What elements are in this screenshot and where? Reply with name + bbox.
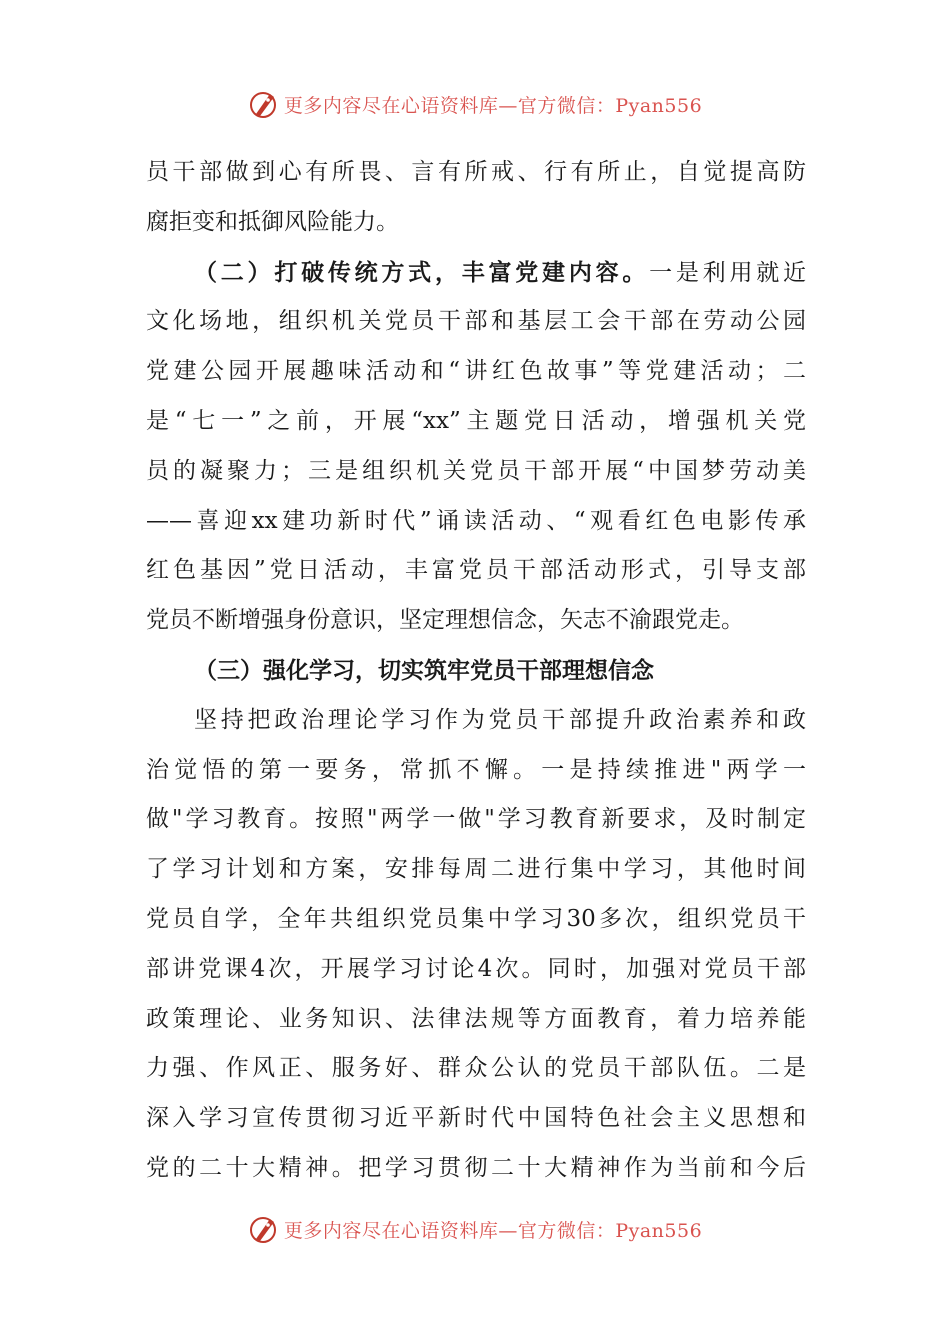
section-heading: （三）强化学习，切实筑牢党员干部理想信念 <box>194 656 654 684</box>
text-line: 部讲党课4次，开展学习讨论4次。同时，加强对党员干部 <box>146 955 806 982</box>
pen-logo-icon <box>248 88 280 120</box>
text-line: 红色基因”党日活动，丰富党员干部活动形式，引导支部 <box>146 557 806 584</box>
text-line: 力强、作风正、服务好、群众公认的党员干部队伍。二是 <box>146 1055 806 1082</box>
text-line: 党的二十大精神。把学习贯彻二十大精神作为当前和今后 <box>146 1154 806 1181</box>
text-line: 治觉悟的第一要务，常抓不懈。一是持续推进"两学一 <box>146 756 806 783</box>
text-line: 党员不断增强身份意识，坚定理想信念，矢志不渝跟党走。 <box>146 607 744 634</box>
text-line: 深入学习宣传贯彻习近平新时代中国特色社会主义思想和 <box>146 1105 806 1132</box>
text-line: 员的凝聚力；三是组织机关党员干部开展“中国梦劳动美 <box>146 457 806 484</box>
pen-logo-icon <box>248 1213 280 1245</box>
text-line: 坚持把政治理论学习作为党员干部提升政治素养和政 <box>194 706 806 733</box>
text-line: 是“七一”之前，开展“xx”主题党日活动，增强机关党 <box>146 407 806 434</box>
text-line: 做"学习教育。按照"两学一做"学习教育新要求，及时制定 <box>146 806 806 833</box>
text-line: ——喜迎xx建功新时代”诵读活动、“观看红色电影传承 <box>146 507 806 534</box>
header-watermark <box>0 84 950 124</box>
text-line: 腐拒变和抵御风险能力。 <box>146 208 399 235</box>
section-heading: （二）打破传统方式，丰富党建内容。 <box>194 258 650 286</box>
text-line: 党建公园开展趣味活动和“讲红色故事”等党建活动；二 <box>146 358 806 385</box>
text-line: 员干部做到心有所畏、言有所戒、行有所止，自觉提高防 <box>146 159 806 185</box>
text-line: 政策理论、业务知识、法律法规等方面教育，着力培养能 <box>146 1005 806 1032</box>
footer-watermark-text: 更多内容尽在心语资料库—官方微信：Pyan556 <box>283 1219 703 1242</box>
document-body <box>146 148 806 1194</box>
text-line: 了学习计划和方案，安排每周二进行集中学习，其他时间 <box>146 856 806 883</box>
text-line: 文化场地，组织机关党员干部和基层工会干部在劳动公园 <box>146 308 806 335</box>
text-line: 党员自学，全年共组织党员集中学习30多次，组织党员干 <box>146 905 806 932</box>
footer-watermark <box>0 1209 950 1249</box>
text-span: 一是利用就近 <box>649 259 806 286</box>
header-watermark-text: 更多内容尽在心语资料库—官方微信：Pyan556 <box>283 94 703 117</box>
section-heading-line <box>146 248 806 298</box>
